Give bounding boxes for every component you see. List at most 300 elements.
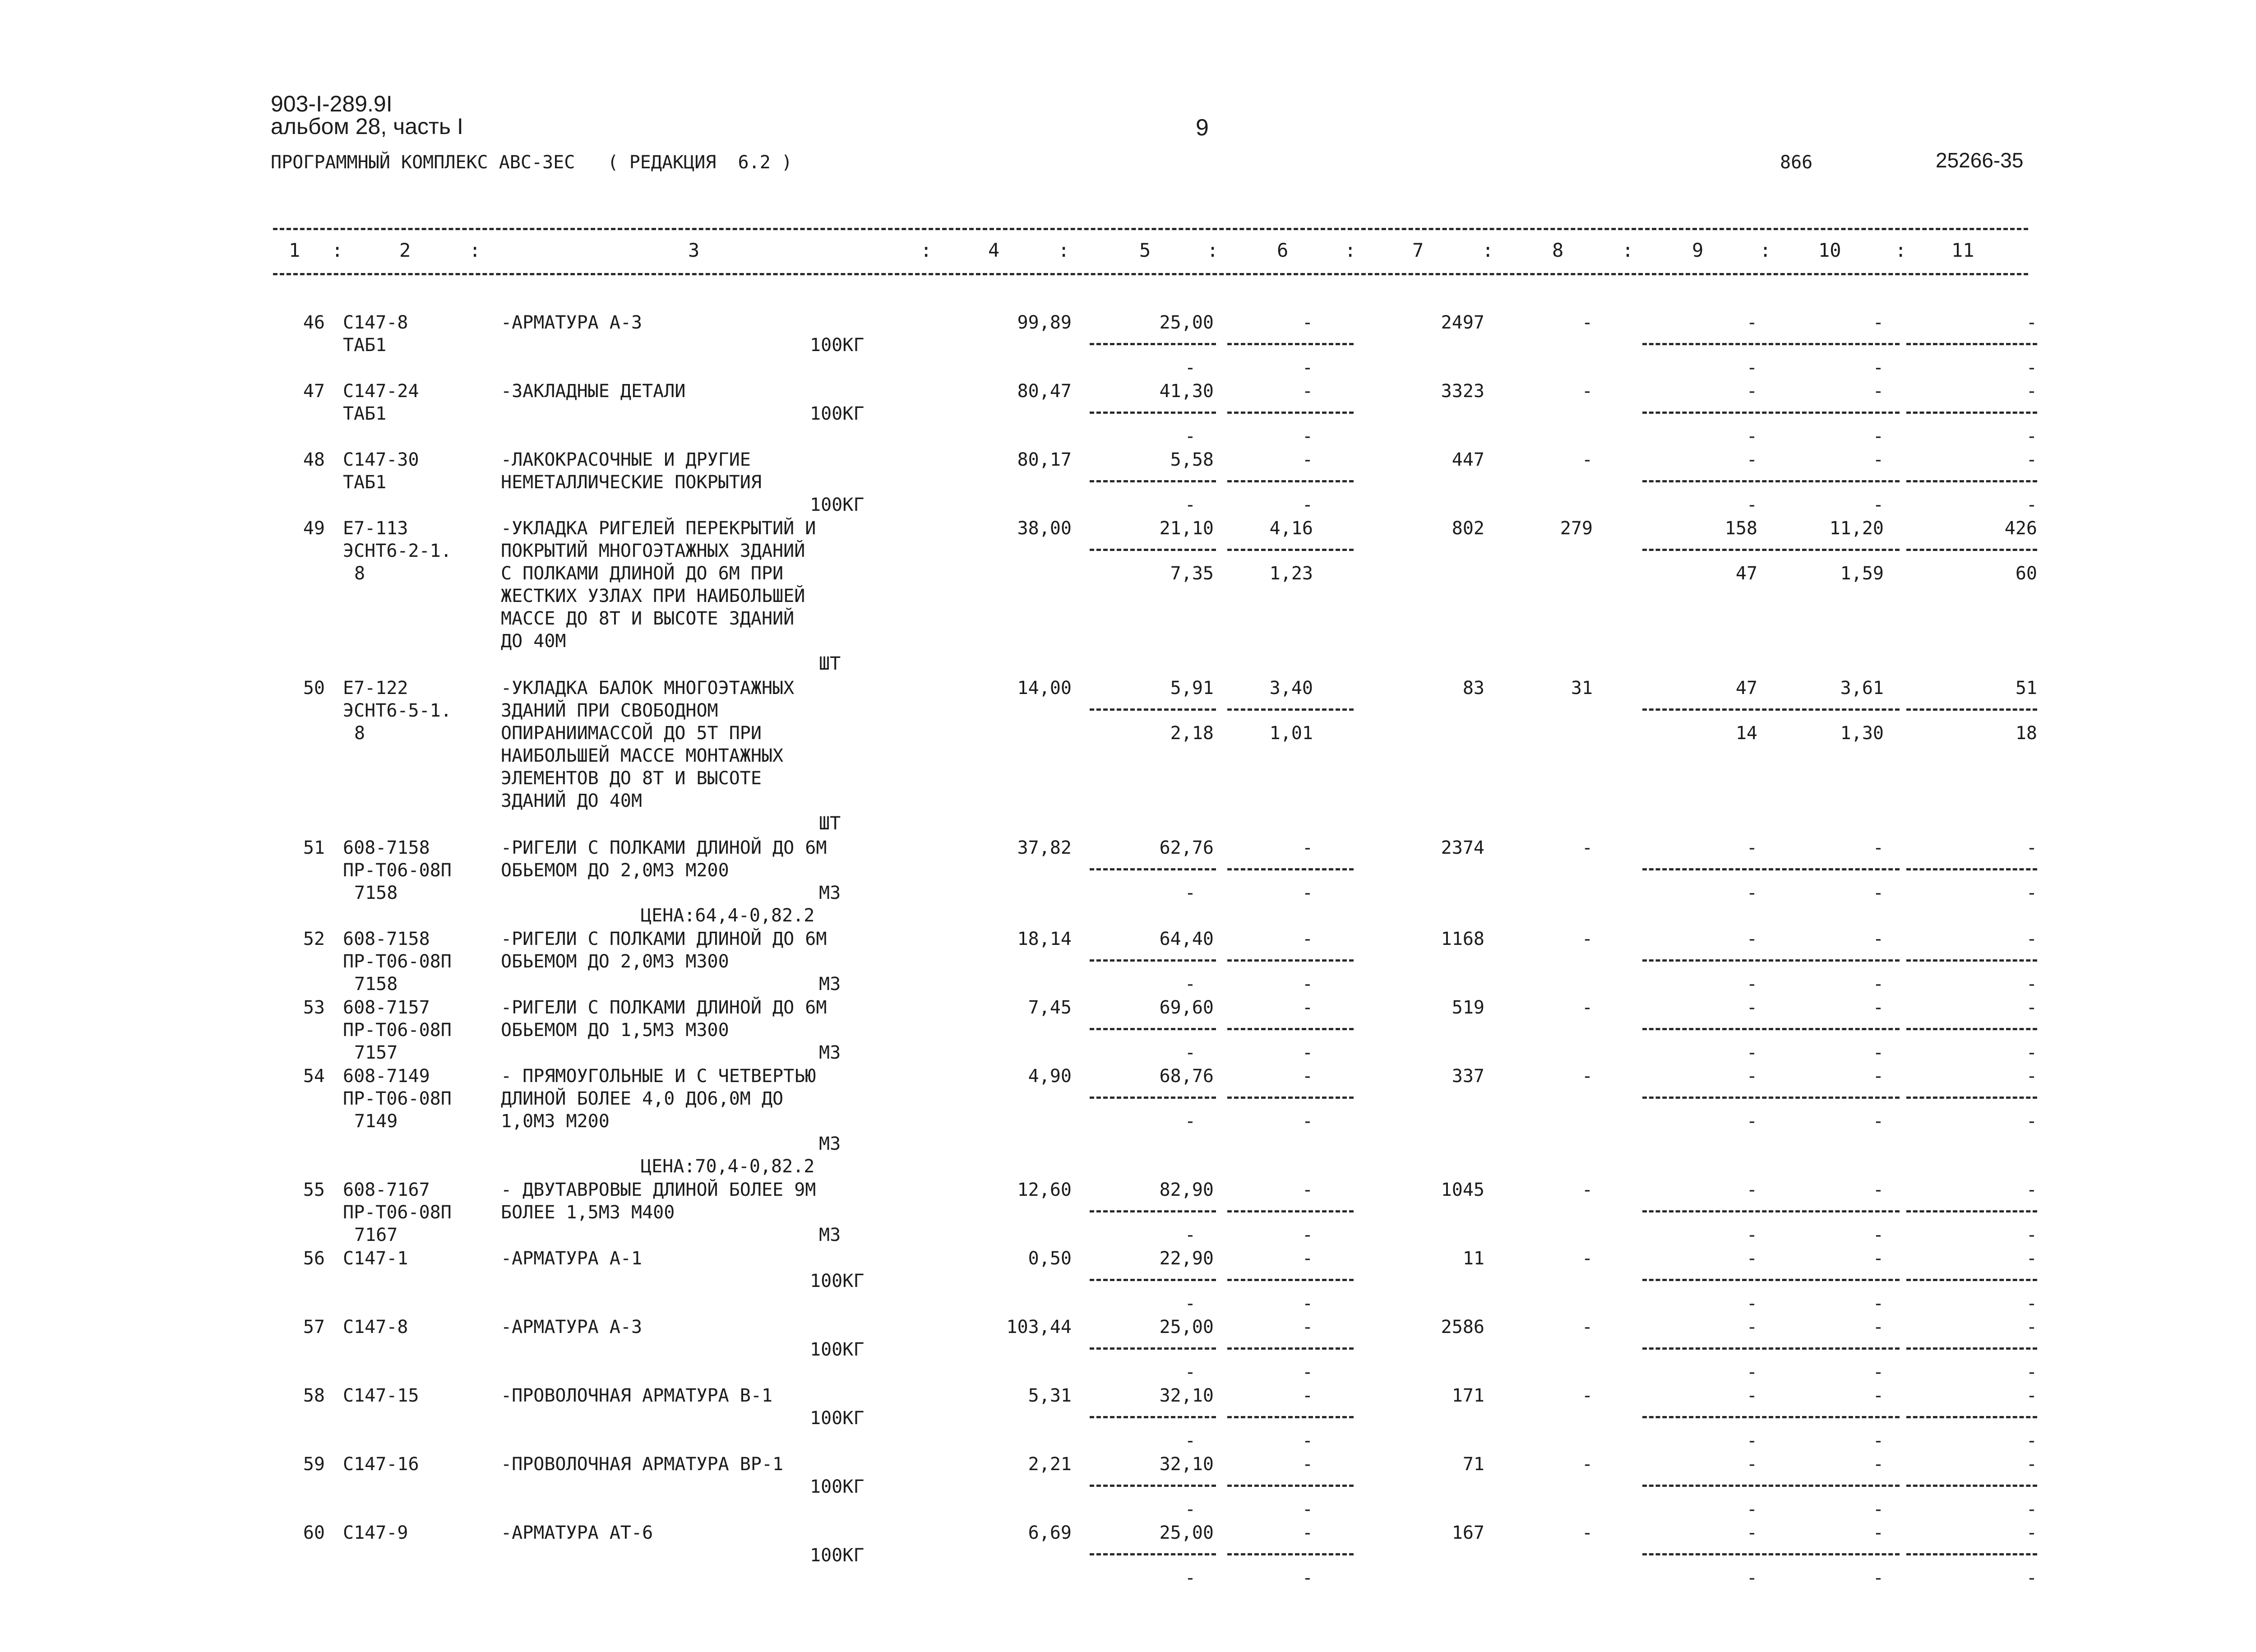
cell-col8: 279 xyxy=(1560,518,1593,539)
cell-col10: - xyxy=(1872,449,1884,470)
cell-col6: - xyxy=(1302,1522,1313,1543)
cell-col11: - xyxy=(2026,838,2037,858)
price-code-ref: 7157 xyxy=(354,1042,398,1063)
cell-col7: 167 xyxy=(1452,1522,1484,1543)
cell-divider xyxy=(1906,1553,2037,1555)
row-number: 55 xyxy=(303,1180,325,1200)
work-description: ЗДАНИЙ ДО 40М xyxy=(501,791,643,811)
cell-col9: - xyxy=(1746,1180,1757,1200)
cell-col5-sub: 7,35 xyxy=(1170,563,1214,584)
cell-col5: 32,10 xyxy=(1159,1385,1214,1406)
price-note: ЦЕНА:64,4-0,82.2 xyxy=(641,905,815,926)
cell-col9-sub: - xyxy=(1746,426,1757,447)
cell-col6: - xyxy=(1302,1248,1313,1269)
cell-col11-sub: - xyxy=(2026,495,2037,515)
cell-col7: 802 xyxy=(1452,518,1484,539)
cell-divider xyxy=(1775,708,1900,711)
cell-divider xyxy=(1227,1347,1354,1350)
col-number: 3 xyxy=(688,239,700,261)
cell-col6: 4,16 xyxy=(1269,518,1313,539)
cell-col9-sub: 47 xyxy=(1735,563,1757,584)
price-code-ref: ПР-Т06-08П xyxy=(343,1020,452,1041)
col-number: 4 xyxy=(988,239,1000,261)
cell-col6-sub: - xyxy=(1302,495,1313,515)
cell-divider xyxy=(1906,412,2037,414)
cell-col11-sub: - xyxy=(2026,357,2037,378)
cell-divider xyxy=(1227,1210,1354,1212)
col-separator: : xyxy=(469,239,481,261)
cell-col6-sub: - xyxy=(1302,1499,1313,1520)
cell-col11-sub: 18 xyxy=(2015,723,2037,744)
unit-label: М3 xyxy=(819,1042,841,1063)
work-description: -ПРОВОЛОЧНАЯ АРМАТУРА ВР-1 xyxy=(501,1454,784,1475)
cell-col11-sub: - xyxy=(2026,1499,2037,1520)
cell-divider xyxy=(1775,1553,1900,1555)
price-code-ref: ТАБ1 xyxy=(343,403,387,424)
cell-col8: - xyxy=(1581,929,1593,949)
cell-col9-sub: - xyxy=(1746,1293,1757,1314)
cell-col6-sub: 1,23 xyxy=(1269,563,1313,584)
cell-col7: 1168 xyxy=(1441,929,1484,949)
price-code-ref: ЭСНТ6-5-1. xyxy=(343,700,452,721)
cell-divider xyxy=(1775,549,1900,551)
cell-col10-sub: - xyxy=(1872,1362,1884,1383)
work-description: НЕМЕТАЛЛИЧЕСКИЕ ПОКРЫТИЯ xyxy=(501,472,762,493)
cell-col9-sub: - xyxy=(1746,357,1757,378)
price-code-ref: 8 xyxy=(354,723,365,744)
col-separator: : xyxy=(1345,239,1356,261)
unit-label: 100КГ xyxy=(810,1545,864,1566)
cell-col7: 519 xyxy=(1452,997,1484,1018)
cell-col5-sub: - xyxy=(1184,1568,1196,1588)
cell-divider xyxy=(1227,959,1354,962)
cell-col5: 62,76 xyxy=(1159,838,1214,858)
cell-col5: 32,10 xyxy=(1159,1454,1214,1475)
cell-divider xyxy=(1090,1416,1216,1418)
price-code-ref: ТАБ1 xyxy=(343,472,387,493)
price-code: С147-8 xyxy=(343,1317,408,1337)
cell-col7: 337 xyxy=(1452,1066,1484,1087)
cell-col10-sub: - xyxy=(1872,883,1884,903)
col-separator: : xyxy=(920,239,932,261)
inventory-number: 25266-35 xyxy=(1936,148,2024,172)
cell-col8: - xyxy=(1581,1317,1593,1337)
unit-label: М3 xyxy=(819,1134,841,1154)
cell-divider xyxy=(1906,708,2037,711)
cell-divider xyxy=(1090,959,1216,962)
cell-col5-sub: - xyxy=(1184,1430,1196,1451)
price-code: С147-1 xyxy=(343,1248,408,1269)
row-number: 53 xyxy=(303,997,325,1018)
cell-col6: - xyxy=(1302,312,1313,333)
row-number: 60 xyxy=(303,1522,325,1543)
cell-col8: - xyxy=(1581,449,1593,470)
cell-col11: - xyxy=(2026,997,2037,1018)
cell-col6: - xyxy=(1302,1317,1313,1337)
cell-col9-sub: - xyxy=(1746,1225,1757,1245)
cell-divider xyxy=(1090,1210,1216,1212)
cell-col7: 3323 xyxy=(1441,381,1484,402)
work-description: -АРМАТУРА А-3 xyxy=(501,312,643,333)
work-description: -АРМАТУРА А-1 xyxy=(501,1248,643,1269)
cell-col9: - xyxy=(1746,929,1757,949)
work-description: ЗДАНИЙ ПРИ СВОБОДНОМ xyxy=(501,700,718,721)
cell-col4: 80,17 xyxy=(1017,449,1072,470)
cell-col10-sub: - xyxy=(1872,1042,1884,1063)
program-title: ПРОГРАММНЫЙ КОМПЛЕКС АВС-3ЕС ( РЕДАКЦИЯ 6.2 ) xyxy=(271,152,792,173)
cell-col5: 69,60 xyxy=(1159,997,1214,1018)
cell-col5: 82,90 xyxy=(1159,1180,1214,1200)
cell-col8: - xyxy=(1581,1248,1593,1269)
cell-divider xyxy=(1090,868,1216,870)
cell-divider xyxy=(1227,1097,1354,1099)
cell-col10: - xyxy=(1872,929,1884,949)
price-code: 608-7149 xyxy=(343,1066,430,1087)
cell-divider xyxy=(1227,868,1354,870)
cell-divider xyxy=(1906,549,2037,551)
cell-col10-sub: - xyxy=(1872,426,1884,447)
cell-col11: - xyxy=(2026,1317,2037,1337)
cell-col11: - xyxy=(2026,1385,2037,1406)
unit-label: ШТ xyxy=(819,653,841,674)
price-code-ref: ПР-Т06-08П xyxy=(343,951,452,972)
cell-col9-sub: - xyxy=(1746,1042,1757,1063)
cell-col11: - xyxy=(2026,1454,2037,1475)
unit-label: М3 xyxy=(819,974,841,995)
cell-col10-sub: - xyxy=(1872,495,1884,515)
cell-divider xyxy=(1642,1279,1773,1281)
cell-col6-sub: - xyxy=(1302,1042,1313,1063)
cell-divider xyxy=(1906,868,2037,870)
col-separator: : xyxy=(1058,239,1070,261)
col-number: 2 xyxy=(399,239,411,261)
work-description: -ЛАКОКРАСОЧНЫЕ И ДРУГИЕ xyxy=(501,449,751,470)
cell-divider xyxy=(1090,343,1216,345)
col-separator: : xyxy=(1482,239,1494,261)
cell-col6-sub: 1,01 xyxy=(1269,723,1313,744)
cell-divider xyxy=(1775,1210,1900,1212)
price-code: С147-15 xyxy=(343,1385,419,1406)
cell-divider xyxy=(1090,549,1216,551)
price-code-ref: ПР-Т06-08П xyxy=(343,1088,452,1109)
row-number: 47 xyxy=(303,381,325,402)
cell-col5-sub: - xyxy=(1184,974,1196,995)
cell-col9-sub: - xyxy=(1746,974,1757,995)
cell-col5-sub: - xyxy=(1184,495,1196,515)
price-code-ref: ТАБ1 xyxy=(343,335,387,356)
cell-col7: 71 xyxy=(1462,1454,1484,1475)
cell-col5: 25,00 xyxy=(1159,1522,1214,1543)
cell-divider xyxy=(1906,1028,2037,1030)
cell-divider xyxy=(1906,959,2037,962)
cell-divider xyxy=(1090,480,1216,482)
cell-col11-sub: - xyxy=(2026,1362,2037,1383)
cell-col11-sub: - xyxy=(2026,1042,2037,1063)
cell-col6: - xyxy=(1302,1180,1313,1200)
cell-divider xyxy=(1775,1097,1900,1099)
work-description: -УКЛАДКА БАЛОК МНОГОЭТАЖНЫХ xyxy=(501,678,795,699)
cell-col9: - xyxy=(1746,449,1757,470)
cell-divider xyxy=(1090,1553,1216,1555)
cell-col11-sub: - xyxy=(2026,1293,2037,1314)
cell-col9: - xyxy=(1746,1522,1757,1543)
price-code: С147-8 xyxy=(343,312,408,333)
cell-divider xyxy=(1642,708,1773,711)
cell-col6-sub: - xyxy=(1302,357,1313,378)
unit-label: М3 xyxy=(819,883,841,903)
cell-divider xyxy=(1642,1485,1773,1487)
cell-col10: - xyxy=(1872,1066,1884,1087)
cell-divider xyxy=(1775,343,1900,345)
cell-col9: - xyxy=(1746,997,1757,1018)
cell-divider xyxy=(1642,959,1773,962)
price-code-ref: 7167 xyxy=(354,1225,398,1245)
cell-col4: 2,21 xyxy=(1028,1454,1072,1475)
cell-col6-sub: - xyxy=(1302,426,1313,447)
unit-label: ШТ xyxy=(819,813,841,834)
cell-divider xyxy=(1090,1347,1216,1350)
cell-col7: 1045 xyxy=(1441,1180,1484,1200)
work-description: ДО 40М xyxy=(501,631,566,652)
cell-divider xyxy=(1642,480,1773,482)
cell-col11: - xyxy=(2026,312,2037,333)
cell-col8: - xyxy=(1581,997,1593,1018)
cell-col11-sub: - xyxy=(2026,426,2037,447)
col-separator: : xyxy=(1622,239,1634,261)
work-description: -АРМАТУРА АТ-6 xyxy=(501,1522,653,1543)
row-number: 52 xyxy=(303,929,325,949)
cell-col6-sub: - xyxy=(1302,1362,1313,1383)
row-number: 46 xyxy=(303,312,325,333)
cell-divider xyxy=(1775,1347,1900,1350)
cell-divider xyxy=(1642,412,1773,414)
work-description: - ДВУТАВРОВЫЕ ДЛИНОЙ БОЛЕЕ 9М xyxy=(501,1180,816,1200)
cell-divider xyxy=(1227,1485,1354,1487)
cell-col9-sub: - xyxy=(1746,1499,1757,1520)
cell-col4: 38,00 xyxy=(1017,518,1072,539)
cell-col9-sub: 14 xyxy=(1735,723,1757,744)
work-description: ОПИРАНИИМАССОЙ ДО 5Т ПРИ xyxy=(501,723,762,744)
col-separator: : xyxy=(332,239,343,261)
cell-col5: 21,10 xyxy=(1159,518,1214,539)
cell-divider xyxy=(1775,868,1900,870)
cell-col11: - xyxy=(2026,381,2037,402)
col-number: 1 xyxy=(289,239,300,261)
cell-col4: 7,45 xyxy=(1028,997,1072,1018)
cell-col6-sub: - xyxy=(1302,1111,1313,1132)
price-code: 608-7158 xyxy=(343,838,430,858)
cell-col5: 5,58 xyxy=(1170,449,1214,470)
cell-col9-sub: - xyxy=(1746,495,1757,515)
cell-col5-sub: - xyxy=(1184,1362,1196,1383)
cell-col10-sub: 1,30 xyxy=(1840,723,1884,744)
cell-col4: 5,31 xyxy=(1028,1385,1072,1406)
price-code-ref: ПР-Т06-08П xyxy=(343,1202,452,1223)
col-number: 8 xyxy=(1552,239,1564,261)
cell-divider xyxy=(1642,1210,1773,1212)
cell-divider xyxy=(1227,412,1354,414)
cell-divider xyxy=(1227,1416,1354,1418)
cell-col10: 3,61 xyxy=(1840,678,1884,699)
cell-col4: 103,44 xyxy=(1006,1317,1072,1337)
cell-col11-sub: - xyxy=(2026,883,2037,903)
unit-label: 100КГ xyxy=(810,403,864,424)
cell-col7: 171 xyxy=(1452,1385,1484,1406)
cell-col7: 2497 xyxy=(1441,312,1484,333)
cell-col6: - xyxy=(1302,929,1313,949)
cell-divider xyxy=(1090,1279,1216,1281)
work-description: -РИГЕЛИ С ПОЛКАМИ ДЛИНОЙ ДО 6М xyxy=(501,997,827,1018)
price-code-ref: ПР-Т06-08П xyxy=(343,860,452,881)
unit-label: М3 xyxy=(819,1225,841,1245)
cell-col9-sub: - xyxy=(1746,883,1757,903)
work-description: - ПРЯМОУГОЛЬНЫЕ И С ЧЕТВЕРТЬЮ xyxy=(501,1066,816,1087)
cell-divider xyxy=(1090,1028,1216,1030)
cell-divider xyxy=(1090,1097,1216,1099)
col-number: 10 xyxy=(1818,239,1841,261)
cell-divider xyxy=(1906,480,2037,482)
cell-divider xyxy=(1642,549,1773,551)
row-number: 59 xyxy=(303,1454,325,1475)
cell-col5-sub: - xyxy=(1184,1499,1196,1520)
col-number: 11 xyxy=(1951,239,1974,261)
cell-col11: 426 xyxy=(2004,518,2037,539)
unit-label: 100КГ xyxy=(810,1271,864,1291)
price-code: С147-9 xyxy=(343,1522,408,1543)
document-code: 903-I-289.9I xyxy=(271,91,393,116)
row-number: 56 xyxy=(303,1248,325,1269)
cell-col5: 25,00 xyxy=(1159,1317,1214,1337)
unit-label: 100КГ xyxy=(810,495,864,515)
table-top-rule xyxy=(273,228,2028,230)
cell-divider xyxy=(1090,412,1216,414)
cell-divider xyxy=(1775,959,1900,962)
cell-col5: 22,90 xyxy=(1159,1248,1214,1269)
cell-col5-sub: - xyxy=(1184,1042,1196,1063)
cell-col5-sub: - xyxy=(1184,426,1196,447)
cell-col11: 51 xyxy=(2015,678,2037,699)
cell-col6: - xyxy=(1302,1385,1313,1406)
cell-col10: - xyxy=(1872,381,1884,402)
cell-col10-sub: - xyxy=(1872,1293,1884,1314)
work-description: -УКЛАДКА РИГЕЛЕЙ ПЕРЕКРЫТИЙ И xyxy=(501,518,816,539)
cell-col4: 12,60 xyxy=(1017,1180,1072,1200)
cell-col4: 37,82 xyxy=(1017,838,1072,858)
row-number: 51 xyxy=(303,838,325,858)
cell-divider xyxy=(1906,1210,2037,1212)
col-number: 6 xyxy=(1277,239,1289,261)
cell-col8: - xyxy=(1581,838,1593,858)
cell-divider xyxy=(1775,1028,1900,1030)
cell-col6-sub: - xyxy=(1302,1430,1313,1451)
cell-col5: 68,76 xyxy=(1159,1066,1214,1087)
col-separator: : xyxy=(1207,239,1219,261)
cell-divider xyxy=(1906,1097,2037,1099)
cell-divider xyxy=(1090,708,1216,711)
cell-col6-sub: - xyxy=(1302,1293,1313,1314)
work-description: ПОКРЫТИЙ МНОГОЭТАЖНЫХ ЗДАНИЙ xyxy=(501,541,805,561)
price-code-ref: 7158 xyxy=(354,883,398,903)
work-description: -ЗАКЛАДНЫЕ ДЕТАЛИ xyxy=(501,381,686,402)
cell-col6: - xyxy=(1302,997,1313,1018)
price-code: Е7-113 xyxy=(343,518,408,539)
col-separator: : xyxy=(1895,239,1907,261)
price-code: С147-16 xyxy=(343,1454,419,1475)
cell-col10: - xyxy=(1872,838,1884,858)
cell-divider xyxy=(1775,412,1900,414)
cell-col10-sub: - xyxy=(1872,1568,1884,1588)
cell-col6: - xyxy=(1302,381,1313,402)
cell-col8: 31 xyxy=(1571,678,1593,699)
cell-col5: 5,91 xyxy=(1170,678,1214,699)
cell-col11-sub: - xyxy=(2026,974,2037,995)
cell-col11-sub: - xyxy=(2026,1430,2037,1451)
unit-label: 100КГ xyxy=(810,335,864,356)
cell-col10-sub: - xyxy=(1872,357,1884,378)
cell-col8: - xyxy=(1581,1522,1593,1543)
row-number: 58 xyxy=(303,1385,325,1406)
cell-col4: 80,47 xyxy=(1017,381,1072,402)
cell-col6-sub: - xyxy=(1302,974,1313,995)
cell-col9-sub: - xyxy=(1746,1362,1757,1383)
cell-col8: - xyxy=(1581,1385,1593,1406)
cell-col6: - xyxy=(1302,1454,1313,1475)
cell-col4: 6,69 xyxy=(1028,1522,1072,1543)
cell-col6: 3,40 xyxy=(1269,678,1313,699)
cell-col7: 447 xyxy=(1452,449,1484,470)
cell-col11-sub: - xyxy=(2026,1568,2037,1588)
cell-col9: - xyxy=(1746,381,1757,402)
cell-col5-sub: - xyxy=(1184,1293,1196,1314)
cell-col5-sub: - xyxy=(1184,357,1196,378)
sheet-code: 866 xyxy=(1780,152,1813,173)
cell-col9: - xyxy=(1746,1248,1757,1269)
cell-col9: 47 xyxy=(1735,678,1757,699)
cell-col8: - xyxy=(1581,1066,1593,1087)
cell-divider xyxy=(1227,1279,1354,1281)
cell-col10: - xyxy=(1872,1248,1884,1269)
work-description: -ПРОВОЛОЧНАЯ АРМАТУРА В-1 xyxy=(501,1385,773,1406)
cell-col10-sub: - xyxy=(1872,1499,1884,1520)
cell-col6: - xyxy=(1302,1066,1313,1087)
work-description: ОБЬЕМОМ ДО 1,5М3 М300 xyxy=(501,1020,729,1041)
cell-divider xyxy=(1642,868,1773,870)
cell-divider xyxy=(1906,1485,2037,1487)
cell-col6-sub: - xyxy=(1302,883,1313,903)
cell-col4: 99,89 xyxy=(1017,312,1072,333)
cell-col9: - xyxy=(1746,1454,1757,1475)
cell-divider xyxy=(1227,343,1354,345)
cell-divider xyxy=(1906,1347,2037,1350)
cell-col9: - xyxy=(1746,1317,1757,1337)
cell-col5: 64,40 xyxy=(1159,929,1214,949)
row-number: 54 xyxy=(303,1066,325,1087)
cell-col10: - xyxy=(1872,1522,1884,1543)
cell-col4: 4,90 xyxy=(1028,1066,1072,1087)
cell-col9: - xyxy=(1746,1385,1757,1406)
row-number: 49 xyxy=(303,518,325,539)
page-number: 9 xyxy=(1196,115,1209,141)
cell-col10-sub: - xyxy=(1872,974,1884,995)
cell-col11-sub: 60 xyxy=(2015,563,2037,584)
price-code-ref: 7158 xyxy=(354,974,398,995)
cell-divider xyxy=(1227,549,1354,551)
row-number: 57 xyxy=(303,1317,325,1337)
cell-col9-sub: - xyxy=(1746,1568,1757,1588)
cell-col9: - xyxy=(1746,1066,1757,1087)
col-number: 7 xyxy=(1412,239,1424,261)
cell-col10: - xyxy=(1872,1385,1884,1406)
